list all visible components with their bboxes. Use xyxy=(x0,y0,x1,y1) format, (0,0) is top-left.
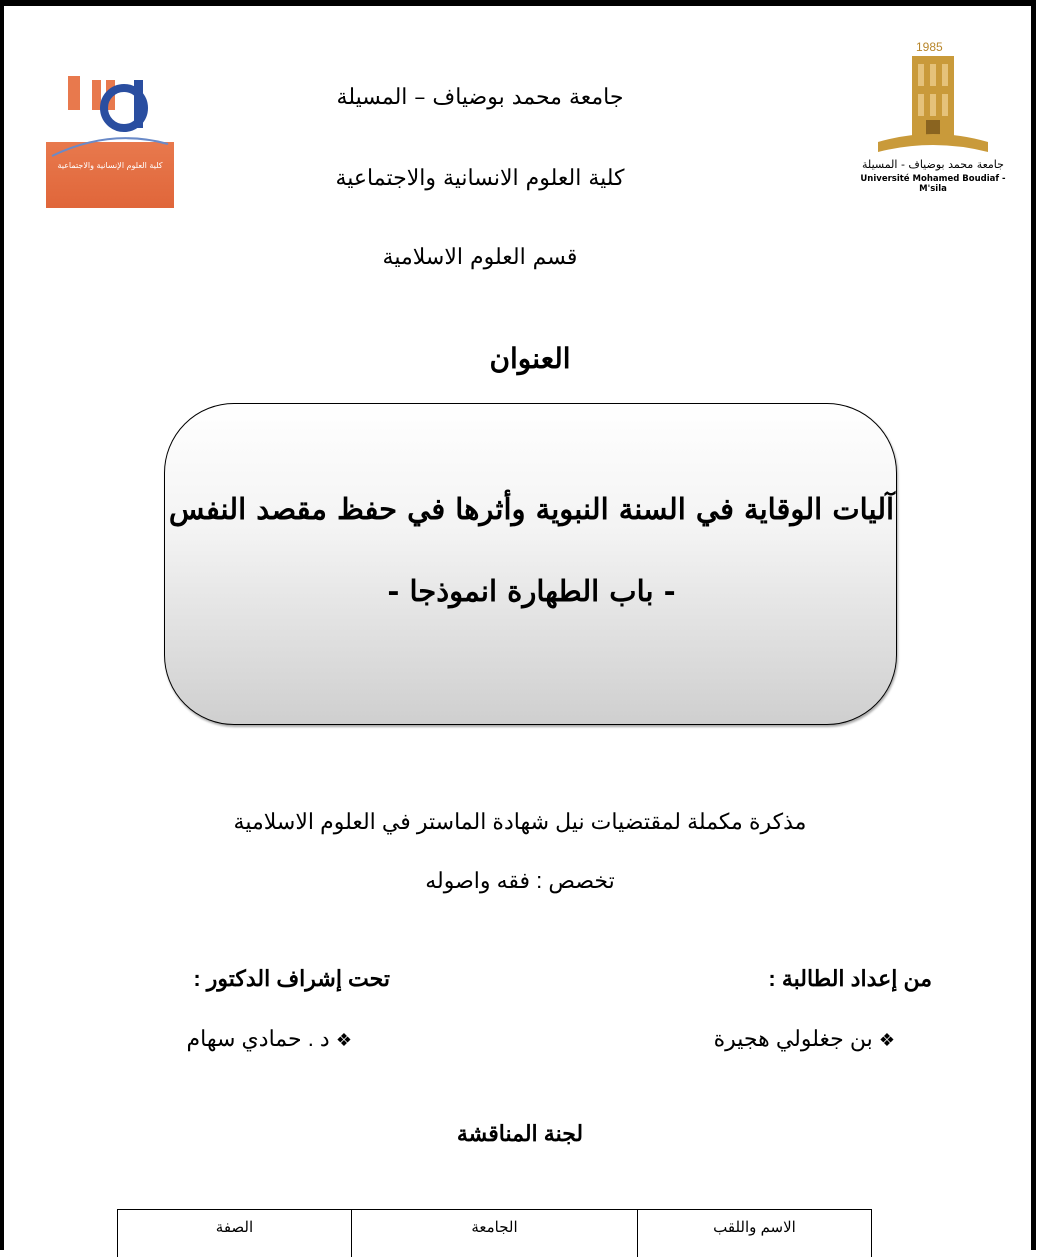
bullet-icon: ❖ xyxy=(879,1030,895,1050)
thesis-title-line1: آليات الوقاية في السنة النبوية وأثرها في حفظ مقصد النفس xyxy=(165,492,898,526)
tower-book-icon xyxy=(848,40,1018,158)
faculty-emblem-icon xyxy=(46,70,174,208)
bullet-icon: ❖ xyxy=(336,1030,352,1050)
col-name-header: الاسم واللقب xyxy=(638,1210,872,1257)
logo-name-ar: جامعة محمد بوضياف - المسيلة xyxy=(848,158,1018,171)
memo-description: مذكرة مكملة لمقتضيات نيل شهادة الماستر في العلوم الاسلامية xyxy=(180,809,860,835)
faculty-logo xyxy=(46,70,174,208)
student-entry xyxy=(640,1026,895,1052)
prepared-by-label: من إعداد الطالبة : xyxy=(700,966,932,992)
title-label: العنوان xyxy=(430,342,630,375)
supervisor-name: د . حمادي سهام xyxy=(187,1026,330,1051)
committee-title: لجنة المناقشة xyxy=(420,1121,620,1147)
university-logo xyxy=(848,40,1018,190)
thesis-title-line2: - باب الطهارة انموذجا - xyxy=(165,574,898,608)
university-name: جامعة محمد بوضياف – المسيلة xyxy=(300,85,660,110)
specialty: تخصص : فقه واصوله xyxy=(330,868,710,894)
faculty-name: كلية العلوم الانسانية والاجتماعية xyxy=(300,166,660,191)
supervisor-entry xyxy=(120,1026,352,1052)
department-name: قسم العلوم الاسلامية xyxy=(300,245,660,270)
faculty-logo-caption: كلية العلوم الإنسانية والاجتماعية xyxy=(57,161,162,171)
supervised-by-label: تحت إشراف الدكتور : xyxy=(150,966,390,992)
student-name: بن جغلولي هجيرة xyxy=(714,1026,873,1051)
logo-year: 1985 xyxy=(916,40,943,54)
title-box xyxy=(164,403,897,725)
logo-name-fr: Université Mohamed Boudiaf - M'sila xyxy=(848,174,1018,194)
col-university-header: الجامعة xyxy=(352,1210,638,1257)
col-role-header: الصفة xyxy=(118,1210,352,1257)
